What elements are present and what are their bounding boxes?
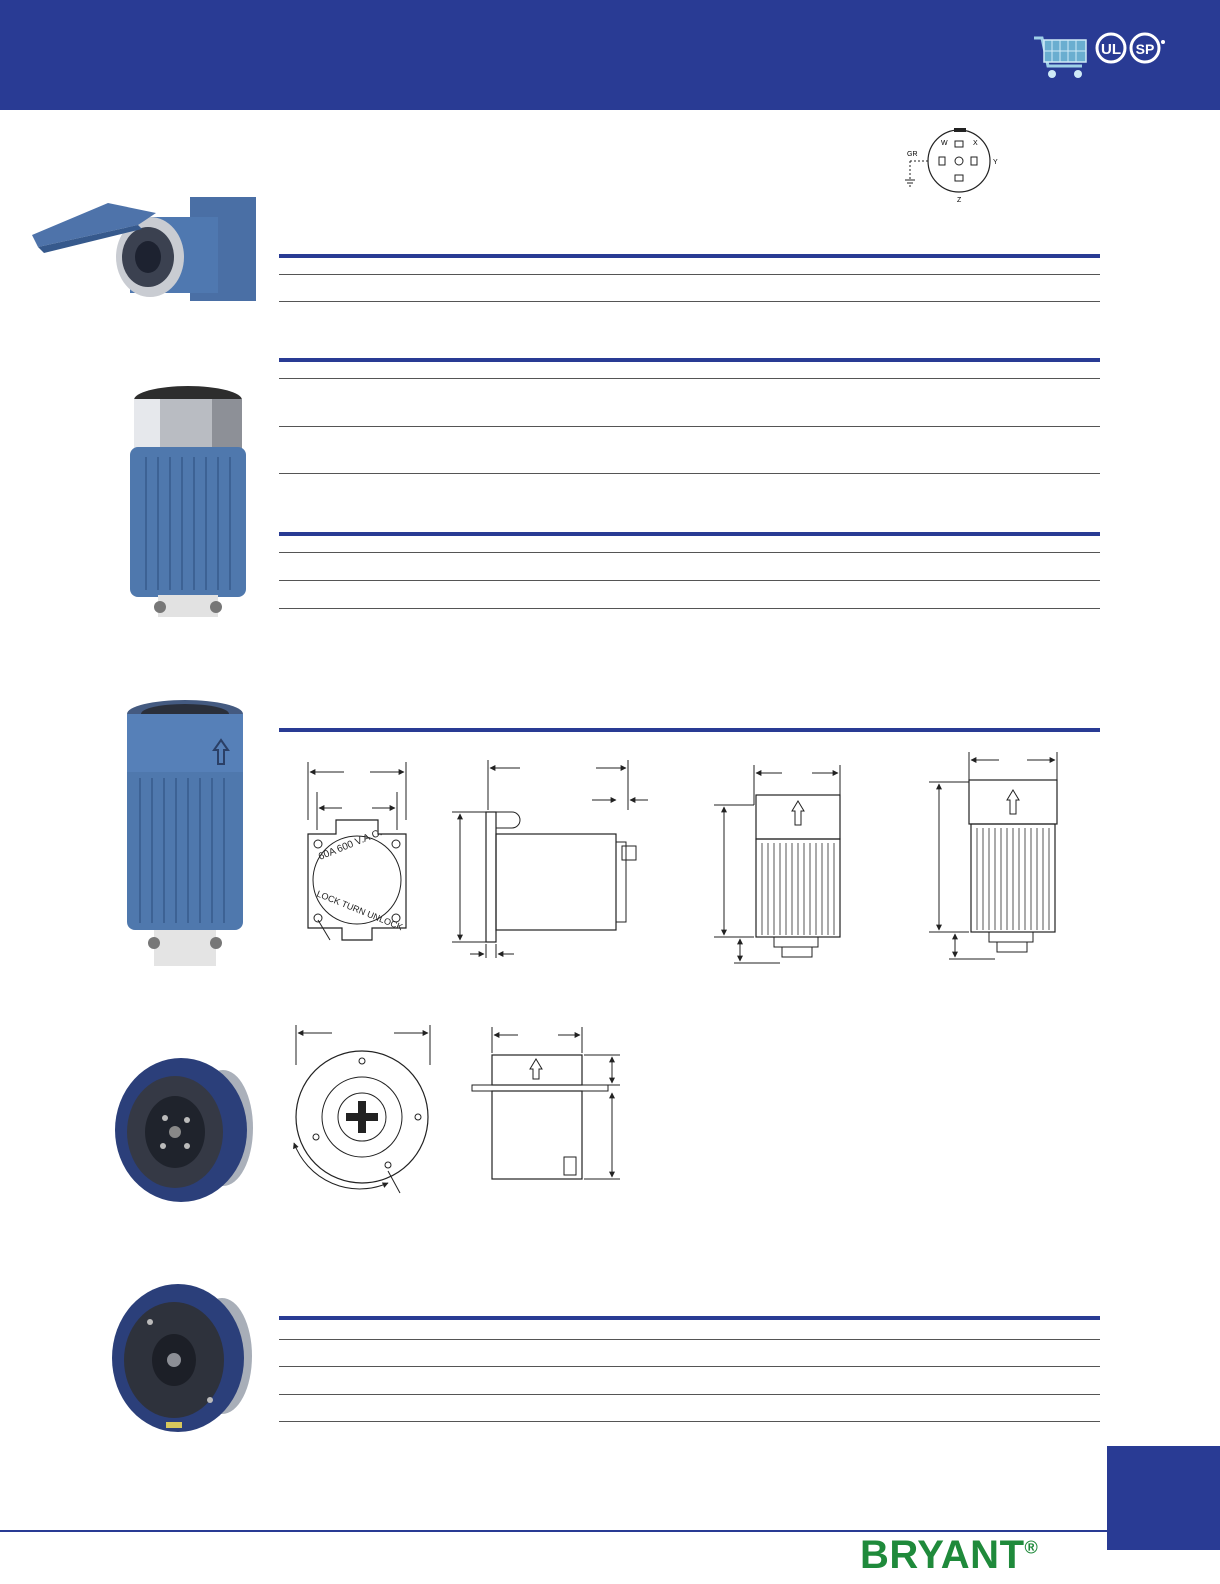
product-photo-flanged-inlet — [113, 1056, 258, 1206]
table-1-row-rule — [279, 274, 1100, 275]
table-2-row-rule — [279, 426, 1100, 427]
svg-text:UL: UL — [1101, 41, 1121, 58]
table-3-row-rule — [279, 608, 1100, 609]
product-photo-receptacle-with-cover — [30, 195, 262, 307]
terminal-y: Y — [993, 159, 998, 166]
table-3-top-rule — [279, 532, 1100, 536]
drawing-faceplate-front — [300, 760, 420, 960]
shopping-cart-icon[interactable] — [1034, 38, 1086, 78]
table-2-row-rule — [279, 473, 1100, 474]
drawing-flanged-inlet-side — [466, 1027, 626, 1197]
table-2-row-rule — [279, 378, 1100, 379]
product-photo-connector — [124, 698, 246, 978]
registered-mark: ® — [1024, 1537, 1039, 1558]
table-4-top-rule — [279, 1316, 1100, 1320]
csa-mark-icon — [1131, 34, 1165, 62]
drawing-connector-side — [925, 752, 1075, 970]
table-1-row-rule — [279, 301, 1100, 302]
brand-name: BRYANT — [860, 1533, 1025, 1577]
table-2-top-rule — [279, 358, 1100, 362]
terminal-w: W — [941, 140, 948, 147]
terminal-x: X — [973, 140, 978, 147]
wiring-diagram — [905, 127, 1005, 210]
table-4-row-rule — [279, 1394, 1100, 1395]
ul-mark-icon — [1097, 34, 1125, 62]
footer-rule — [0, 1530, 1107, 1532]
header-band — [0, 0, 1220, 110]
table-1-top-rule — [279, 254, 1100, 258]
product-photo-plug-chrome — [128, 385, 248, 630]
table-4-row-rule — [279, 1366, 1100, 1367]
faceplate-rating-text: 60A 600 V.A.C. — [317, 827, 384, 863]
table-3-row-rule — [279, 552, 1100, 553]
table-4-row-rule — [279, 1421, 1100, 1422]
svg-text:SP: SP — [1135, 41, 1155, 57]
drawing-plug-side — [710, 765, 860, 970]
drawing-flanged-inlet-front — [288, 1025, 438, 1205]
faceplate-lock-text: LOCK TURN UNLOCK — [315, 888, 405, 933]
table-4-row-rule — [279, 1339, 1100, 1340]
terminal-gr: GR — [907, 151, 918, 158]
page-tab — [1107, 1446, 1220, 1550]
product-photo-flanged-receptacle — [110, 1282, 258, 1434]
bryant-logo — [860, 1533, 1038, 1578]
table-3-row-rule — [279, 580, 1100, 581]
dimensions-top-rule — [279, 728, 1100, 732]
terminal-z: Z — [957, 197, 962, 204]
drawing-receptacle-side — [452, 758, 652, 968]
